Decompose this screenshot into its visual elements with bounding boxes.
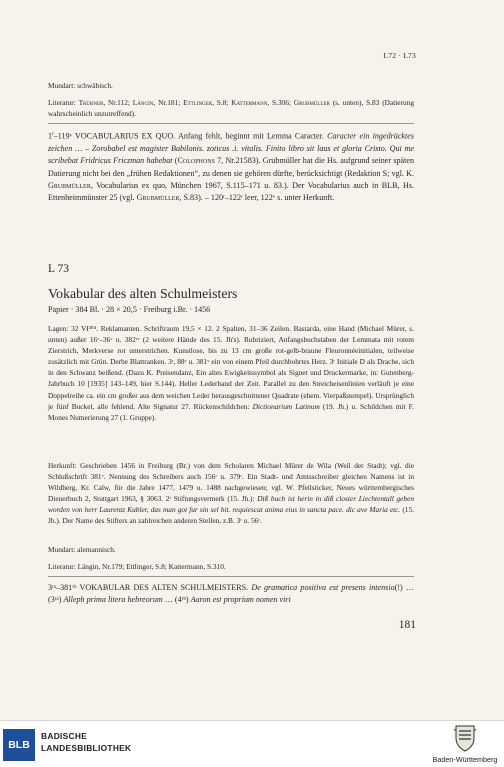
dialect-note: Mundart: alemannisch. bbox=[48, 545, 116, 554]
divider bbox=[48, 123, 414, 124]
codicology-paragraph: Lagen: 32 VI³⁸⁴. Reklamanten. Schriftraum 19,5 × 12. 2 Spalten, 31–36 Zeilen. Bastarda, eine Hand (Michael Mürer, s. unten) außer 16ᵛ–36ᵛ u. 382ʳᵛ (2 weitere Hände des 15. Jh's). Rubriziert, Anfangsbuchstaben der Lemmata mit rotem Zierstrich, Merkverse rot unterstrichen. Kunstlose, bis zu 13 cm große rot-gelb-braune Fleuronnéeinitialen, teilweise zusätzlich mit Grün. Derbe Blattranken. 3ʳ, 88ᵛ u. 381ᵛ ein von einem Pfeil durchbohrtes Herz. 3ʳ Initiale D als Drache, sich in den Schwanz beißend. (Dazu K. Preisendanz, Ein altes Ewigkeitssymbol als Signet und Druckermarke, in: Gutenberg-Jahrbuch 10 [1935] 143–149, hier S.144). Heller Lederband der Zeit. Parallel zu den Streicheisenlinien verläuft je eine Doppelreihe ca. ein cm großer aus dem weichen Leder herausgeschnittener Quadrate (ehem. Vierpaßstempel). Ursprünglich je fünf Buckel, alle fehlend. Alte Signatur 27. Rückenschildchen: Dictionarium Latinum (19. Jh.) u. Schildchen mit F. Mones Numerierung 27 (1. Gruppe). bbox=[48, 324, 414, 422]
entry-vokabular: 3ʳᵃ–381ʳᵇ VOKABULAR DES ALTEN SCHULMEISTERS. De gramatica positiva est presens intensio(!) … (3ʳᵃ) Alleph prima litera hebreorum … (4ʳᵇ) Aaron est proprium nomen viri bbox=[48, 583, 414, 605]
literature-note: Literatur: Trübner, Nr.112; Längin, Nr.181; Ettlinger, S.8; Kattermann, S.306; Grubmüller (s. unten), S.83 (Datierung wahrscheinlich unzutreffend). bbox=[48, 98, 414, 119]
running-head: L72 · L73 bbox=[383, 51, 416, 60]
section-meta: Papier · 384 Bl. · 28 × 20,5 · Freiburg i.Br. · 1456 bbox=[48, 305, 211, 314]
entry-vocabularius: 1$^r$–119ᵛ VOCABULARIUS EX QUO. Anfang fehlt, beginnt mit Lemma Caracter. Caracter ein ingedrücktes zeichen … – Zorobabel est magister Babilonis. zoticus .i. vitalis. Finito libro sit laus et gloria Cristo. Qui me scribebat Fridricus Friczman habebat (Colophons 7, Nr.21583). Grubmüller hat die Hs. aufgrund seiner späten Datierung nicht bei den „frühen Redaktionen“, zu denen sie gehören dürfte, berücksichtigt (Redaktion S; vgl. K. Grubmüller, Vocabularius ex quo, München 1967, S.115–171 u. 83.). Der Vocabularius auch in BLB, Hs. Ettenheimmünster 25 (vgl. Grubmüller, S.83). – 120ʳ–122ʳ leer, 122ᵛ s. unter Herkunft. bbox=[48, 131, 414, 203]
dialect-note: Mundart: schwäbisch. bbox=[48, 81, 113, 90]
provenance-paragraph: Herkunft: Geschrieben 1456 in Freiburg (Br.) von dem Scholaren Michael Mürer de Wila (Weil der Stadt); vgl. die Schlußschrift 381ᵛ. Nennung des Schreibers auch 156ʳ u. 379ʳ. Ein Stadt- und Amtsschreiber gleichen Namens ist in Wildberg, Kr. Calw, für die Jahre 1477, 1479 u. 1488 nachgewiesen; vgl. W. Pfeilsticker, Neues württembergisches Dienerbuch 2, Stuttgart 1963, § 3063. 2ʳ Stiftungsvermerk (15. Jh.): Diß buch ist herin in diß closter Liechtentall geben worden von herr Laurentz Kubler, das man got fur sin sel bit. requiescat anima eius in sancta pace. dic ave Maria etc. (15. Jh.). Der Name des Stifters an zahlreichen anderen Stellen, z.B. 3ʳ u. 56ʳ. bbox=[48, 461, 415, 526]
coat-of-arms-icon bbox=[450, 723, 480, 753]
divider bbox=[48, 576, 414, 577]
section-title: Vokabular des alten Schulmeisters bbox=[48, 286, 238, 301]
library-name: BADISCHE LANDESBIBLIOTHEK bbox=[41, 731, 132, 753]
blb-logo[interactable]: BLB bbox=[3, 729, 35, 761]
section-id: L 73 bbox=[48, 263, 69, 275]
library-footer bbox=[0, 720, 504, 767]
page-number: 181 bbox=[398, 619, 416, 631]
baden-wuerttemberg-logo[interactable]: Baden-Württemberg bbox=[432, 723, 498, 765]
literature-note: Literatur: Längin, Nr.179; Ettlinger, S.8; Kattermann, S.310. bbox=[48, 562, 226, 571]
